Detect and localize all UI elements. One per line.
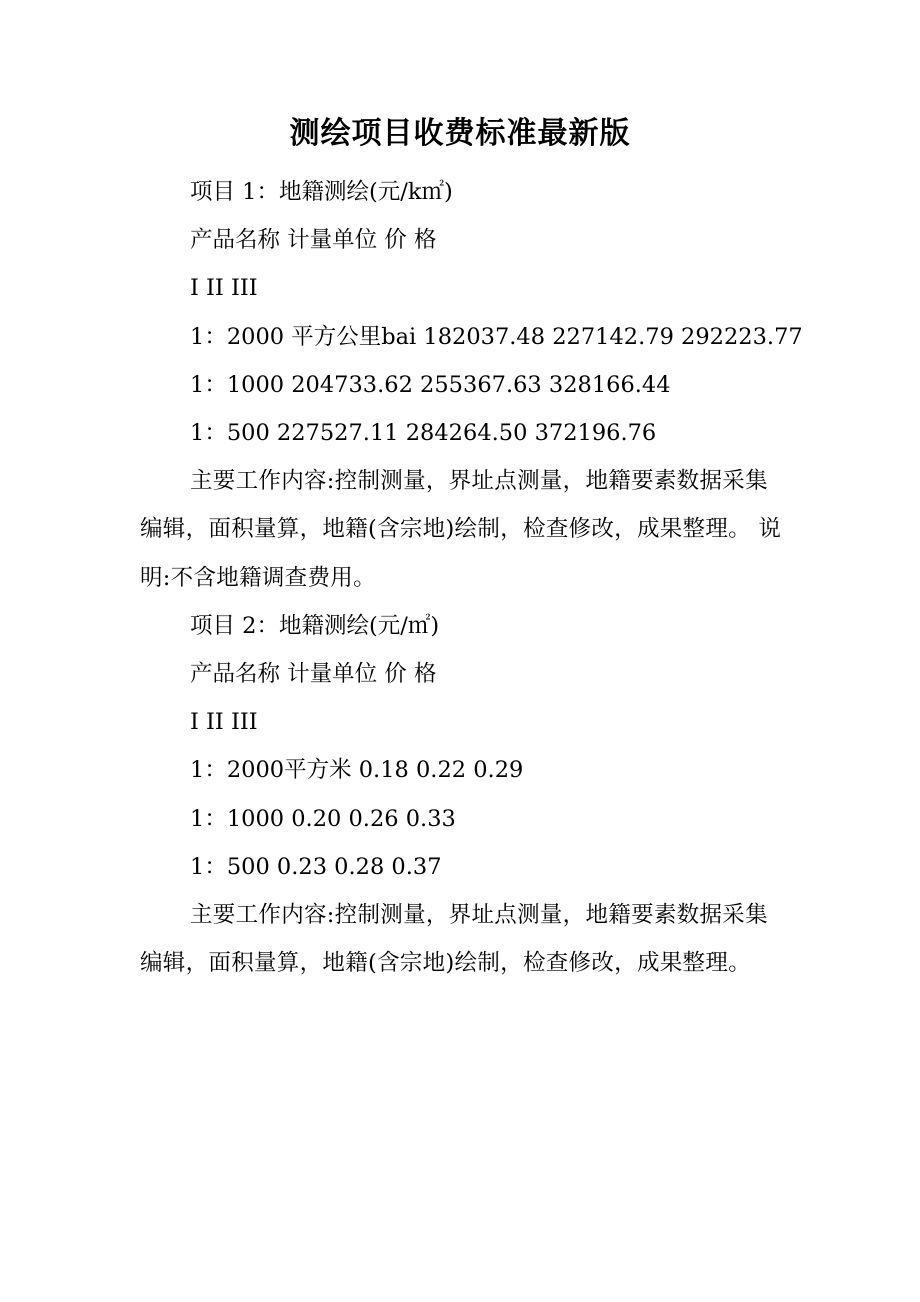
document-title: 测绘项目收费标准最新版 — [289, 116, 631, 151]
section1-columns-line: 产品名称 计量单位 价 格 — [190, 227, 437, 254]
section1-note: 主要工作内容:控制测量，界址点测量，地籍要素数据采集编辑，面积量算，地籍(含宗地)绘制，检查修改，成果整理。 说明:不含地籍调查费用。 — [140, 468, 782, 591]
section1-row: 1：500 227527.11 284264.50 372196.76 — [190, 420, 657, 447]
document-body — [140, 168, 803, 987]
section2-row: 1：500 0.23 0.28 0.37 — [190, 853, 442, 880]
section1-row: 1：1000 204733.62 255367.63 328166.44 — [190, 371, 671, 398]
section2-row: 1：2000平方米 0.18 0.22 0.29 — [190, 757, 524, 784]
section2-row: 1：1000 0.20 0.26 0.33 — [190, 805, 456, 832]
section2-columns-line: 产品名称 计量单位 价 格 — [190, 661, 437, 688]
section1-row: 1：2000 平方公里bai 182037.48 227142.79 292223.77 — [190, 323, 803, 350]
section1-heading: 项目 1：地籍测绘(元/k㎡) — [190, 179, 453, 205]
section2-grades-line: I II III — [190, 709, 258, 736]
section1-grades-line: I II III — [190, 275, 258, 302]
section2-heading: 项目 2：地籍测绘(元/㎡) — [190, 612, 440, 639]
section2-note: 主要工作内容:控制测量，界址点测量，地籍要素数据采集编辑，面积量算，地籍(含宗地)绘制，检查修改，成果整理。 — [140, 902, 768, 977]
